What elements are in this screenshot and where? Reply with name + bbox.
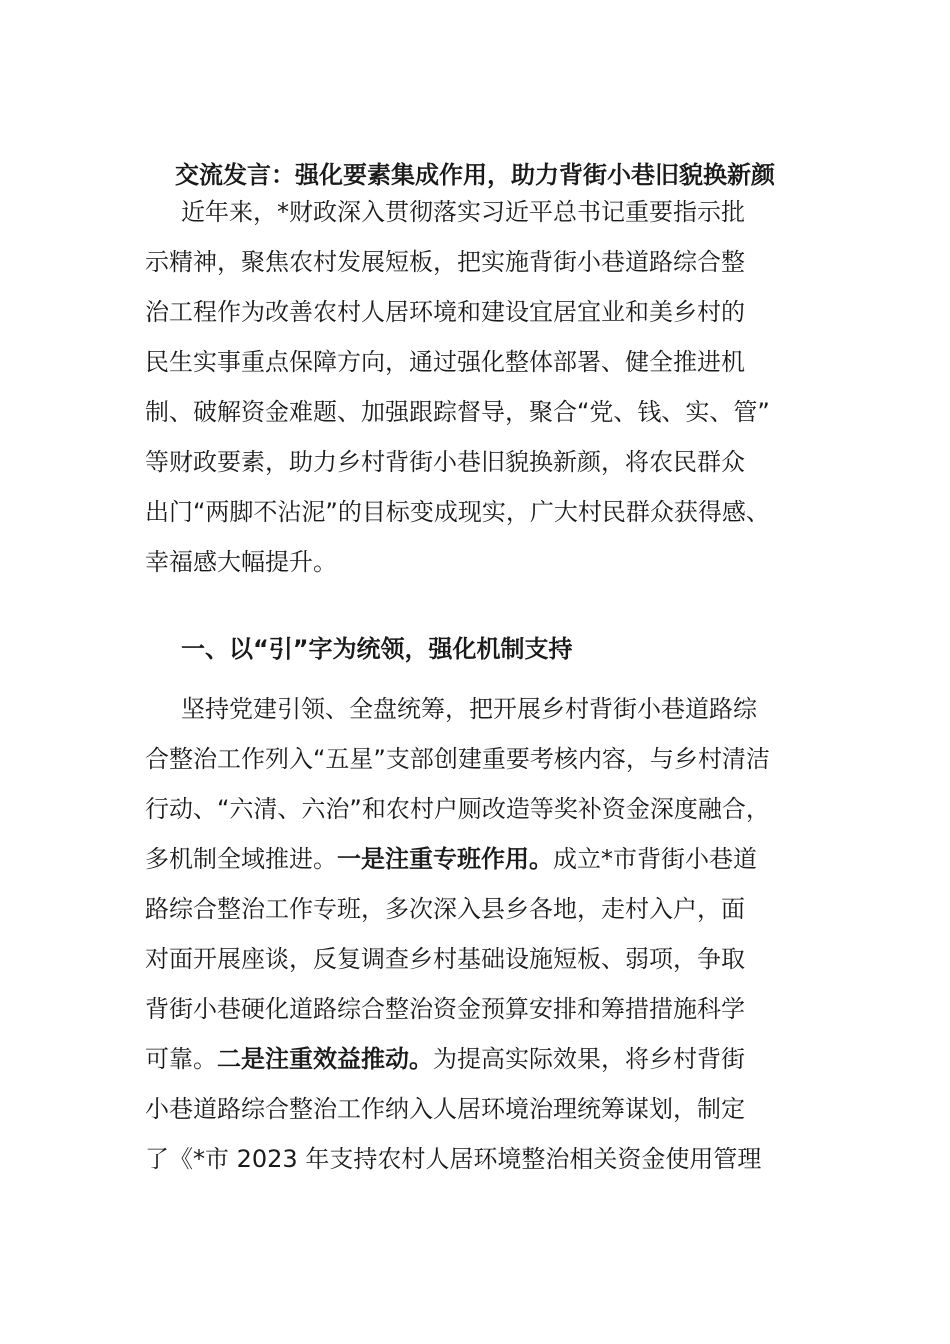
text-line: 对面开展座谈，反复调查乡村基础设施短板、弱项，争取 bbox=[145, 945, 745, 973]
paragraph-section-1 bbox=[145, 684, 807, 1184]
text-run: 成立*市背街小巷道 bbox=[553, 845, 757, 873]
text-line: 行动、“六清、六治”和农村户厕改造等奖补资金深度融合， bbox=[145, 795, 770, 823]
text-run: 为提高实际效果，将乡村背街 bbox=[433, 1045, 745, 1073]
text-line: 小巷道路综合整治工作纳入人居环境治理统筹谋划，制定 bbox=[145, 1095, 745, 1123]
text-line: 坚持党建引领、全盘统筹，把开展乡村背街小巷道路综 bbox=[181, 695, 757, 723]
text-run: 多机制全域推进。 bbox=[145, 845, 337, 873]
text-line: 民生实事重点保障方向，通过强化整体部署、健全推进机 bbox=[145, 348, 745, 376]
text-line: 治工程作为改善农村人居环境和建设宜居宜业和美乡村的 bbox=[145, 298, 745, 326]
bold-lead-phrase: 一是注重专班作用。 bbox=[337, 845, 553, 873]
text-line: 等财政要素，助力乡村背街小巷旧貌换新颜，将农民群众 bbox=[145, 448, 745, 476]
text-line: 示精神，聚焦农村发展短板，把实施背街小巷道路综合整 bbox=[145, 248, 745, 276]
text-line: 幸福感大幅提升。 bbox=[145, 548, 337, 576]
text-line: 出门“两脚不沾泥”的目标变成现实，广大村民群众获得感、 bbox=[145, 498, 770, 526]
text-line: 合整治工作列入“五星”支部创建重要考核内容，与乡村清洁 bbox=[145, 745, 770, 773]
text-line bbox=[145, 834, 807, 884]
text-run: 可靠。 bbox=[145, 1045, 217, 1073]
bold-lead-phrase: 二是注重效益推动。 bbox=[217, 1045, 433, 1073]
text-line bbox=[145, 1034, 807, 1084]
page-title: 交流发言：强化要素集成作用，助力背街小巷旧貌换新颜 bbox=[175, 161, 775, 189]
text-line: 近年来，*财政深入贯彻落实习近平总书记重要指示批 bbox=[181, 198, 745, 226]
text-line: 背街小巷硬化道路综合整治资金预算安排和筹措措施科学 bbox=[145, 995, 745, 1023]
section-heading: 一、以“引”字为统领，强化机制支持 bbox=[181, 635, 573, 663]
text-line: 了《*市 2023 年支持农村人居环境整治相关资金使用管理 bbox=[145, 1145, 762, 1173]
paragraph-intro bbox=[145, 187, 807, 587]
text-line: 路综合整治工作专班，多次深入县乡各地，走村入户，面 bbox=[145, 895, 745, 923]
text-line: 制、破解资金难题、加强跟踪督导，聚合“党、钱、实、管” bbox=[145, 398, 770, 426]
